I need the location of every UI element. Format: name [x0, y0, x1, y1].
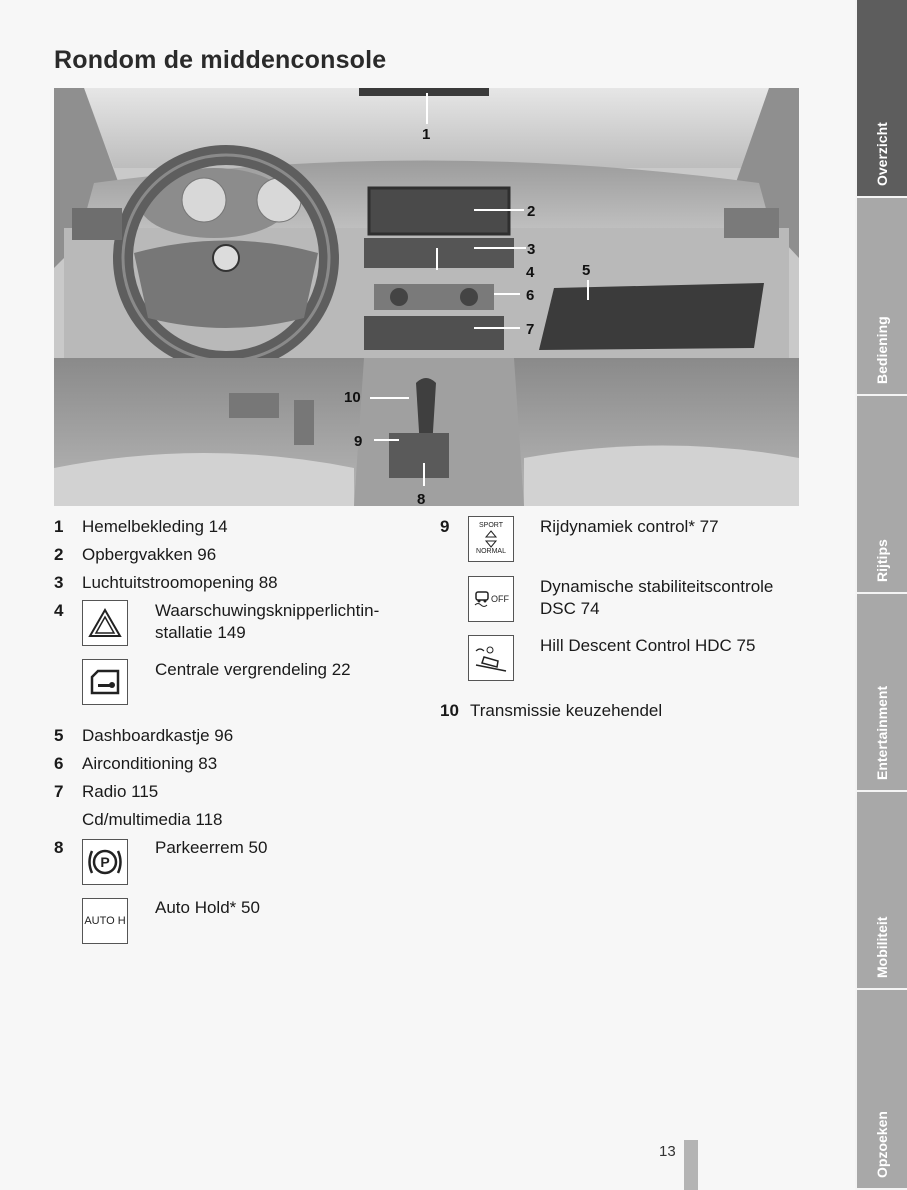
item-number-3: 3 — [54, 573, 64, 592]
door-lock-icon — [82, 659, 128, 705]
item-number-1: 1 — [54, 517, 64, 536]
hazard-triangle-icon — [82, 600, 128, 646]
callout-4: 4 — [526, 264, 535, 281]
auto-hold-icon — [82, 898, 128, 944]
item-text-5: Dashboardkastje 96 — [82, 726, 234, 745]
item-text-central-lock: Centrale vergrendeling 22 — [155, 660, 351, 679]
item-number-5: 5 — [54, 726, 64, 745]
callout-1: 1 — [422, 126, 431, 143]
item-text-2: Opbergvakken 96 — [82, 545, 217, 564]
svg-text:P: P — [100, 854, 110, 870]
callout-9: 9 — [354, 433, 363, 450]
auto-hold-icon-label: AUTO H — [84, 915, 126, 927]
sport-label: SPORT — [479, 522, 503, 529]
item-text-8: Parkeerrem 50 — [155, 838, 268, 857]
page-number: 13 — [659, 1143, 676, 1160]
tab-bediening[interactable]: Bediening — [857, 198, 907, 396]
item-number-7: 7 — [54, 782, 64, 801]
item-text-cd-multimedia: Cd/multimedia 118 — [82, 810, 223, 829]
tab-overzicht[interactable]: Overzicht — [857, 0, 907, 198]
item-number-6: 6 — [54, 754, 64, 773]
tab-mobiliteit[interactable]: Mobiliteit — [857, 792, 907, 990]
item-text-1: Hemelbekleding 14 — [82, 517, 228, 536]
callout-10: 10 — [344, 389, 361, 406]
sport-normal-icon — [468, 516, 514, 562]
item-number-10: 10 — [440, 701, 459, 720]
callout-8: 8 — [417, 491, 426, 506]
item-text-9: Rijdynamiek control* 77 — [540, 517, 719, 536]
callout-5: 5 — [582, 262, 591, 279]
item-number-4: 4 — [54, 601, 64, 620]
page-marker-bar — [684, 1140, 698, 1190]
tab-rijtips[interactable]: Rijtips — [857, 396, 907, 594]
item-text-3: Luchtuitstroomopening 88 — [82, 573, 278, 592]
item-text-7: Radio 115 — [82, 782, 159, 801]
item-number-2: 2 — [54, 545, 64, 564]
item-text-4-line1: Waarschuwingsknipperlichtin- — [155, 601, 380, 620]
item-text-auto-hold: Auto Hold* 50 — [155, 898, 260, 917]
item-number-8: 8 — [54, 838, 64, 857]
callout-7: 7 — [526, 321, 535, 338]
tab-opzoeken[interactable]: Opzoeken — [857, 990, 907, 1190]
callout-2: 2 — [527, 203, 536, 220]
dashboard-photo — [54, 88, 799, 506]
dsc-off-label: OFF — [491, 594, 509, 604]
item-text-dsc-line1: Dynamische stabiliteitscontrole — [540, 577, 774, 596]
dsc-off-icon — [468, 576, 514, 622]
item-text-4-line2: stallatie 149 — [155, 623, 246, 642]
item-text-6: Airconditioning 83 — [82, 754, 218, 773]
item-text-dsc-line2: DSC 74 — [540, 599, 600, 618]
hdc-icon — [468, 635, 514, 681]
item-text-hdc: Hill Descent Control HDC 75 — [540, 636, 756, 655]
callout-6: 6 — [526, 287, 535, 304]
normal-label: NORMAL — [476, 548, 506, 555]
callout-3: 3 — [527, 241, 536, 258]
item-number-9: 9 — [440, 517, 450, 536]
item-text-10: Transmissie keuzehendel — [470, 701, 663, 720]
parking-brake-icon — [82, 839, 128, 885]
page-title: Rondom de middenconsole — [54, 46, 387, 74]
tab-entertainment[interactable]: Entertainment — [857, 594, 907, 792]
